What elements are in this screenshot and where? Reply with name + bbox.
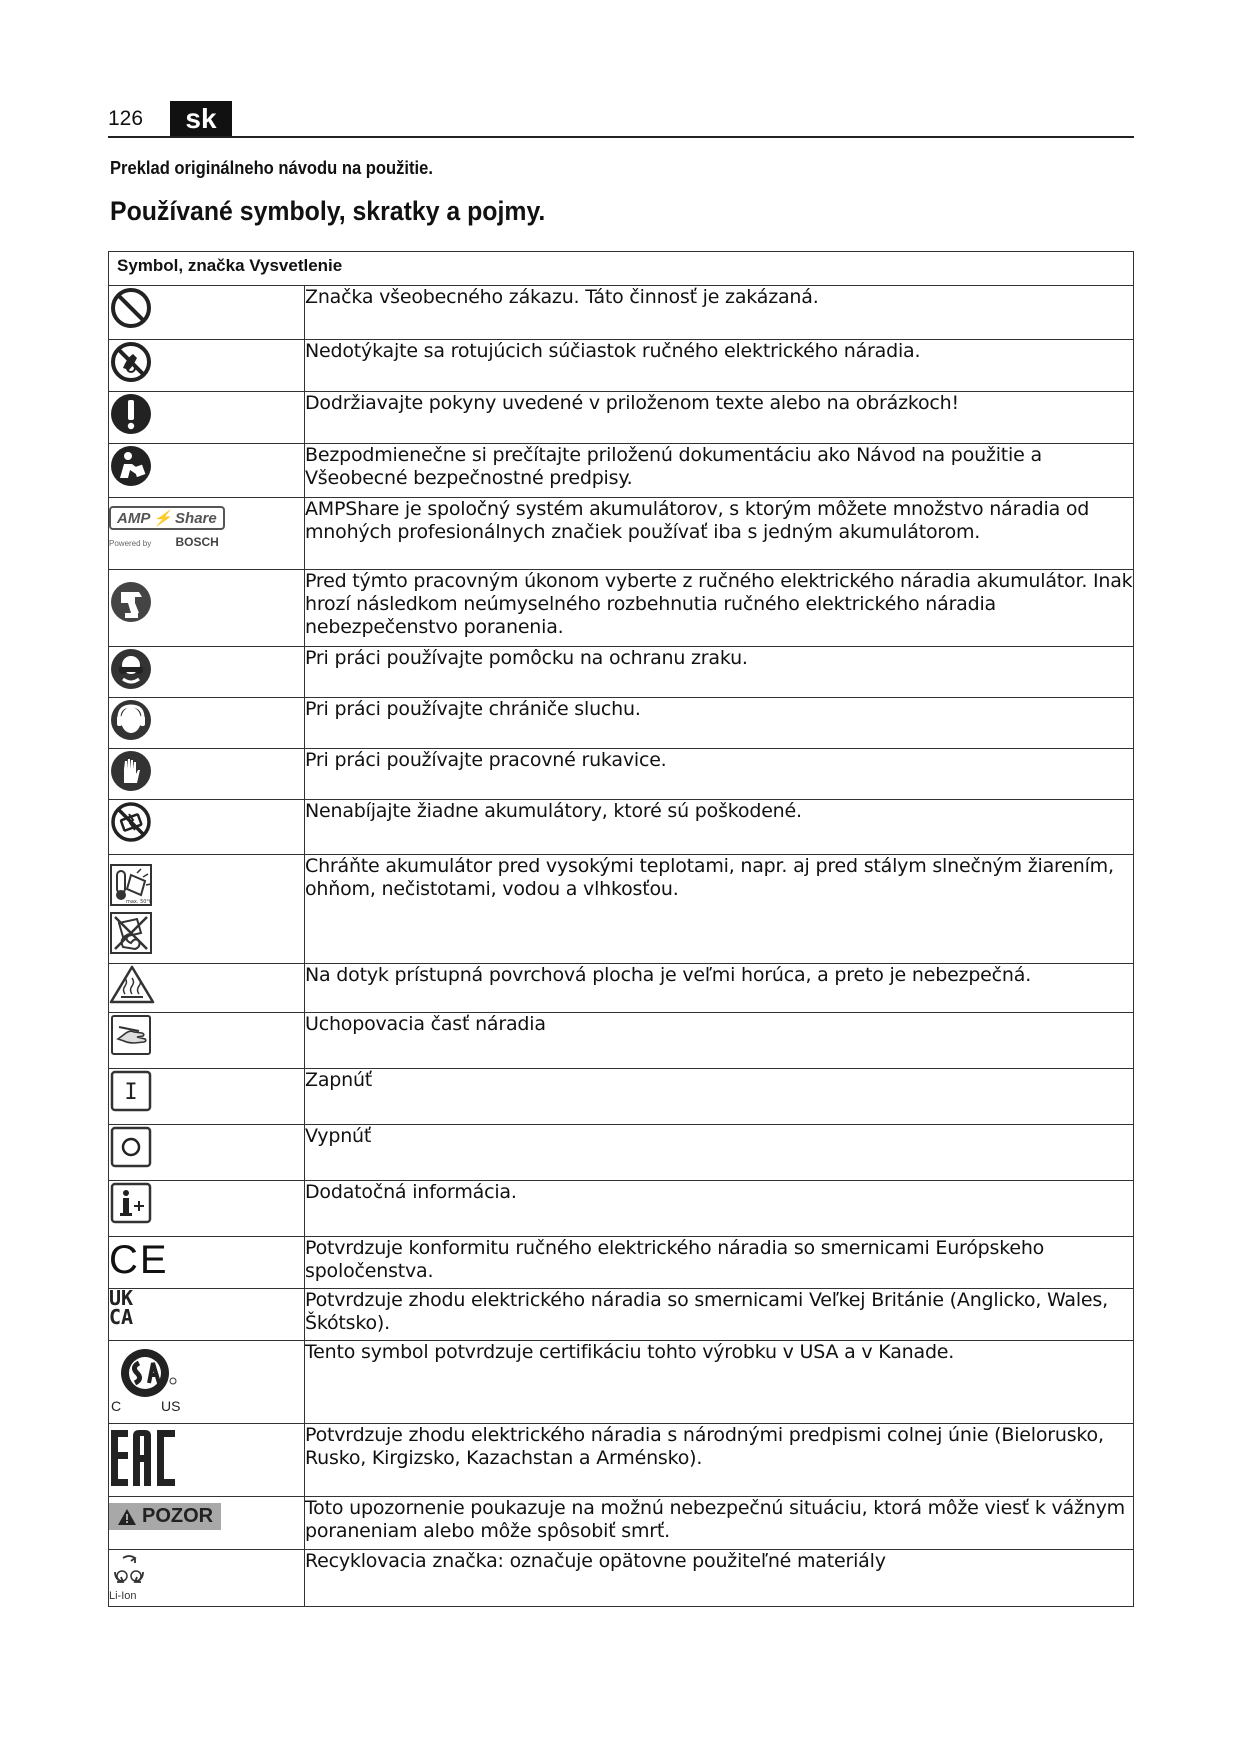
row-text: Nenabíjajte žiadne akumulátory, ktoré sú poškodené. bbox=[305, 800, 1134, 855]
read-manual-icon bbox=[109, 444, 153, 488]
ampshare-amp-label: AMP bbox=[117, 509, 151, 527]
table-row bbox=[109, 340, 1134, 392]
row-text: Toto upozornenie poukazuje na možnú nebezpečnú situáciu, ktorá môže viesť k vážnym poraneniam alebo môže spôsobiť smrť. bbox=[305, 1497, 1134, 1550]
table-row bbox=[109, 1013, 1134, 1069]
table-row bbox=[109, 570, 1134, 647]
battery-water-fire-icon bbox=[109, 911, 155, 955]
row-text: Pri práci používajte chrániče sluchu. bbox=[305, 698, 1134, 749]
pozor-warning-icon bbox=[109, 1503, 221, 1530]
document-subtitle: Preklad originálneho návodu na použitie. bbox=[110, 158, 433, 178]
recycling-arrows-icon bbox=[109, 1552, 149, 1592]
table-row bbox=[109, 498, 1134, 570]
bosch-label: BOSCH bbox=[175, 535, 219, 549]
table-row bbox=[109, 1289, 1134, 1341]
table-row bbox=[109, 1181, 1134, 1237]
ear-protection-icon bbox=[109, 698, 153, 742]
recycling-li-ion-icon bbox=[109, 1552, 304, 1602]
battery-temp-label: max. 50°C bbox=[126, 899, 153, 905]
remove-battery-icon bbox=[109, 580, 153, 624]
table-row bbox=[109, 1424, 1134, 1497]
table-row bbox=[109, 1341, 1134, 1424]
eac-mark-icon bbox=[109, 1426, 179, 1492]
row-text: Dodatočná informácia. bbox=[305, 1181, 1134, 1237]
header-divider bbox=[108, 136, 1134, 138]
prohibition-icon bbox=[109, 286, 153, 330]
table-row bbox=[109, 855, 1134, 964]
row-text: AMPShare je spoločný systém akumulátorov, s ktorým môžete množstvo náradia od mnohých profesionálnych značiek používať iba s jedným akumulátorom. bbox=[305, 498, 1134, 570]
gloves-icon bbox=[109, 749, 153, 793]
table-row bbox=[109, 749, 1134, 800]
info-plus-icon bbox=[109, 1181, 153, 1225]
row-text: Tento symbol potvrdzuje certifikáciu tohto výrobku v USA a v Kanade. bbox=[305, 1341, 1134, 1424]
symbols-table bbox=[108, 251, 1134, 1607]
row-text: Potvrdzuje zhodu elektrického náradia s národnými predpismi colnej únie (Bielorusko, Rusko, Kirgizsko, Kazachstan a Arménsko). bbox=[305, 1424, 1134, 1497]
ukca-top-label: UK bbox=[109, 1286, 134, 1310]
csa-us-label: US bbox=[161, 1398, 181, 1413]
table-row bbox=[109, 286, 1134, 340]
row-text: Dodržiavajte pokyny uvedené v priloženom texte alebo na obrázkoch! bbox=[305, 392, 1134, 444]
battery-temperature-icon bbox=[109, 863, 155, 907]
table-row bbox=[109, 1125, 1134, 1181]
ce-mark-icon: CE bbox=[109, 1238, 169, 1282]
row-text: Potvrdzuje konformitu ručného elektrického náradia so smernicami Európskeho spoločenstva. bbox=[305, 1237, 1134, 1289]
row-text: Pri práci používajte pomôcku na ochranu zraku. bbox=[305, 647, 1134, 698]
row-text: Značka všeobecného zákazu. Táto činnosť je zakázaná. bbox=[305, 286, 1134, 340]
col-symbol-header: Symbol, značka bbox=[117, 256, 245, 275]
li-ion-label: Li-Ion bbox=[109, 1590, 137, 1602]
table-row bbox=[109, 392, 1134, 444]
row-text: Pri práci používajte pracovné rukavice. bbox=[305, 749, 1134, 800]
ukca-bottom-label: CA bbox=[109, 1305, 134, 1329]
row-text: Chráňte akumulátor pred vysokými teplotami, napr. aj pred stálym slnečným žiarením, ohňom, nečistotami, vodou a vlhkosťou. bbox=[305, 855, 1134, 964]
exclamation-icon bbox=[109, 392, 153, 436]
ampshare-logo-icon: AMP ⚡ Share bbox=[109, 506, 225, 530]
hot-surface-icon bbox=[109, 964, 155, 1004]
csa-mark-icon bbox=[109, 1341, 193, 1413]
row-text: Potvrdzuje zhodu elektrického náradia so smernicami Veľkej Británie (Anglicko, Wales, Škótsko). bbox=[305, 1289, 1134, 1341]
language-tab: sk bbox=[170, 101, 232, 137]
page-number: 126 bbox=[108, 107, 144, 130]
csa-c-label: C bbox=[111, 1398, 122, 1413]
warning-triangle-icon bbox=[117, 1508, 137, 1526]
eye-protection-icon bbox=[109, 647, 153, 691]
table-row bbox=[109, 1069, 1134, 1125]
table-row bbox=[109, 964, 1134, 1013]
row-text: Uchopovacia časť náradia bbox=[305, 1013, 1134, 1069]
table-row bbox=[109, 1497, 1134, 1550]
battery-heat-water-icon bbox=[109, 863, 304, 955]
table-header bbox=[109, 252, 1134, 286]
col-explanation-header: Vysvetlenie bbox=[249, 256, 343, 275]
table-row bbox=[109, 647, 1134, 698]
no-touch-rotating-icon bbox=[109, 340, 153, 384]
table-header-row bbox=[109, 252, 1134, 286]
row-text: Bezpodmienečne si prečítajte priloženú dokumentáciu ako Návod na použitie a Všeobecné bezpečnostné predpisy. bbox=[305, 444, 1134, 498]
row-text: Pred týmto pracovným úkonom vyberte z ručného elektrického náradia akumulátor. Inak hrozí následkom neúmyselného rozbehnutia ručného elektrického náradia nebezpečenstvo poranenia. bbox=[305, 570, 1134, 647]
row-text: Zapnúť bbox=[305, 1069, 1134, 1125]
table-row bbox=[109, 1237, 1134, 1289]
table-row bbox=[109, 698, 1134, 749]
table-row bbox=[109, 1550, 1134, 1607]
table-row bbox=[109, 800, 1134, 855]
page-title: Používané symboly, skratky a pojmy. bbox=[110, 196, 546, 226]
row-text: Na dotyk prístupná povrchová plocha je veľmi horúca, a preto je nebezpečná. bbox=[305, 964, 1134, 1013]
table-row bbox=[109, 444, 1134, 498]
ampshare-powered-label: Powered by bbox=[109, 539, 152, 548]
ampshare-share-label: Share bbox=[175, 509, 217, 527]
pozor-label: POZOR bbox=[142, 1505, 214, 1527]
no-damaged-battery-icon bbox=[109, 800, 153, 844]
grip-hand-icon bbox=[109, 1013, 153, 1057]
switch-off-icon bbox=[109, 1125, 153, 1169]
row-text: Vypnúť bbox=[305, 1125, 1134, 1181]
switch-on-icon bbox=[109, 1069, 153, 1113]
switch-on-label: I bbox=[124, 1080, 138, 1105]
row-text: Nedotýkajte sa rotujúcich súčiastok ručného elektrického náradia. bbox=[305, 340, 1134, 392]
row-text: Recyklovacia značka: označuje opätovne použiteľné materiály bbox=[305, 1550, 1134, 1607]
ukca-mark-icon bbox=[109, 1286, 304, 1329]
